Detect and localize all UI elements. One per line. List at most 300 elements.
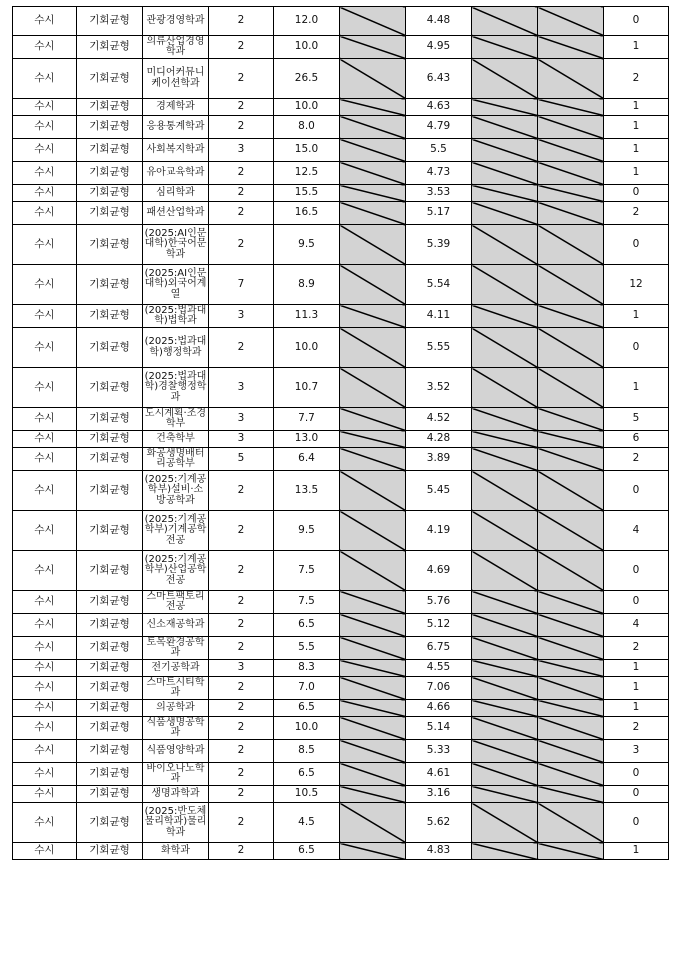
cell-reserve: 6 bbox=[604, 431, 669, 448]
cell-competition-rate: 7.0 bbox=[274, 677, 340, 700]
cell-track: 기회균형 bbox=[77, 700, 143, 717]
cell-hatched bbox=[472, 59, 538, 99]
cell-grade: 4.79 bbox=[406, 116, 472, 139]
cell-major: 스마트팩토리전공 bbox=[143, 591, 209, 614]
table-row bbox=[13, 700, 669, 717]
cell-type: 수시 bbox=[13, 551, 77, 591]
cell-reserve: 1 bbox=[604, 843, 669, 860]
cell-hatched bbox=[472, 36, 538, 59]
cell-quota: 2 bbox=[209, 843, 274, 860]
cell-reserve: 12 bbox=[604, 265, 669, 305]
cell-competition-rate: 10.5 bbox=[274, 786, 340, 803]
table-row bbox=[13, 843, 669, 860]
cell-major: 신소재공학과 bbox=[143, 614, 209, 637]
cell-hatched bbox=[340, 740, 406, 763]
cell-type: 수시 bbox=[13, 660, 77, 677]
cell-type: 수시 bbox=[13, 511, 77, 551]
cell-hatched bbox=[472, 139, 538, 162]
cell-grade: 4.61 bbox=[406, 763, 472, 786]
cell-major: (2025:법과대학)행정학과 bbox=[143, 328, 209, 368]
cell-grade: 5.55 bbox=[406, 328, 472, 368]
cell-major: 경제학과 bbox=[143, 99, 209, 116]
cell-quota: 2 bbox=[209, 471, 274, 511]
cell-major: 미디어커뮤니케이션학과 bbox=[143, 59, 209, 99]
cell-track: 기회균형 bbox=[77, 511, 143, 551]
cell-hatched bbox=[472, 116, 538, 139]
cell-reserve: 5 bbox=[604, 408, 669, 431]
cell-hatched bbox=[538, 677, 604, 700]
cell-reserve: 2 bbox=[604, 448, 669, 471]
cell-competition-rate: 26.5 bbox=[274, 59, 340, 99]
cell-competition-rate: 4.5 bbox=[274, 803, 340, 843]
cell-competition-rate: 12.0 bbox=[274, 7, 340, 36]
cell-type: 수시 bbox=[13, 225, 77, 265]
cell-type: 수시 bbox=[13, 591, 77, 614]
cell-hatched bbox=[538, 99, 604, 116]
cell-reserve: 0 bbox=[604, 803, 669, 843]
cell-competition-rate: 10.0 bbox=[274, 99, 340, 116]
cell-hatched bbox=[472, 431, 538, 448]
cell-major: 식품영양학과 bbox=[143, 740, 209, 763]
cell-track: 기회균형 bbox=[77, 471, 143, 511]
table-row bbox=[13, 763, 669, 786]
cell-major: (2025:AI인문대학)한국어문학과 bbox=[143, 225, 209, 265]
cell-type: 수시 bbox=[13, 803, 77, 843]
cell-major: 의공학과 bbox=[143, 700, 209, 717]
cell-competition-rate: 13.5 bbox=[274, 471, 340, 511]
cell-hatched bbox=[340, 368, 406, 408]
cell-hatched bbox=[472, 202, 538, 225]
cell-major: (2025:법과대학)법학과 bbox=[143, 305, 209, 328]
table-row bbox=[13, 803, 669, 843]
cell-type: 수시 bbox=[13, 740, 77, 763]
cell-quota: 3 bbox=[209, 305, 274, 328]
cell-hatched bbox=[340, 637, 406, 660]
cell-grade: 4.28 bbox=[406, 431, 472, 448]
cell-hatched bbox=[472, 185, 538, 202]
cell-hatched bbox=[472, 7, 538, 36]
table-row bbox=[13, 717, 669, 740]
cell-quota: 2 bbox=[209, 740, 274, 763]
cell-track: 기회균형 bbox=[77, 660, 143, 677]
cell-competition-rate: 15.5 bbox=[274, 185, 340, 202]
cell-hatched bbox=[472, 740, 538, 763]
cell-grade: 3.52 bbox=[406, 368, 472, 408]
table-row bbox=[13, 225, 669, 265]
cell-grade: 4.52 bbox=[406, 408, 472, 431]
cell-quota: 2 bbox=[209, 59, 274, 99]
table-row bbox=[13, 786, 669, 803]
cell-competition-rate: 6.5 bbox=[274, 763, 340, 786]
cell-hatched bbox=[538, 139, 604, 162]
table-row bbox=[13, 59, 669, 99]
cell-grade: 4.95 bbox=[406, 36, 472, 59]
cell-hatched bbox=[472, 265, 538, 305]
cell-hatched bbox=[538, 717, 604, 740]
cell-quota: 2 bbox=[209, 225, 274, 265]
cell-reserve: 1 bbox=[604, 99, 669, 116]
cell-reserve: 2 bbox=[604, 59, 669, 99]
cell-hatched bbox=[472, 786, 538, 803]
cell-major: (2025:법과대학)경찰행정학과 bbox=[143, 368, 209, 408]
cell-hatched bbox=[472, 511, 538, 551]
cell-hatched bbox=[538, 36, 604, 59]
cell-track: 기회균형 bbox=[77, 786, 143, 803]
cell-hatched bbox=[340, 7, 406, 36]
cell-track: 기회균형 bbox=[77, 7, 143, 36]
cell-hatched bbox=[538, 637, 604, 660]
cell-reserve: 0 bbox=[604, 786, 669, 803]
cell-quota: 2 bbox=[209, 677, 274, 700]
cell-competition-rate: 9.5 bbox=[274, 511, 340, 551]
cell-track: 기회균형 bbox=[77, 265, 143, 305]
cell-reserve: 2 bbox=[604, 637, 669, 660]
cell-grade: 4.66 bbox=[406, 700, 472, 717]
cell-hatched bbox=[538, 7, 604, 36]
cell-hatched bbox=[538, 763, 604, 786]
cell-competition-rate: 16.5 bbox=[274, 202, 340, 225]
cell-hatched bbox=[472, 803, 538, 843]
cell-reserve: 1 bbox=[604, 700, 669, 717]
cell-competition-rate: 5.5 bbox=[274, 637, 340, 660]
cell-hatched bbox=[538, 265, 604, 305]
cell-hatched bbox=[340, 591, 406, 614]
cell-quota: 3 bbox=[209, 368, 274, 408]
cell-quota: 3 bbox=[209, 408, 274, 431]
cell-competition-rate: 6.4 bbox=[274, 448, 340, 471]
cell-hatched bbox=[340, 99, 406, 116]
cell-competition-rate: 8.3 bbox=[274, 660, 340, 677]
cell-grade: 7.06 bbox=[406, 677, 472, 700]
cell-track: 기회균형 bbox=[77, 591, 143, 614]
cell-hatched bbox=[340, 660, 406, 677]
cell-reserve: 0 bbox=[604, 551, 669, 591]
cell-hatched bbox=[340, 185, 406, 202]
cell-hatched bbox=[538, 803, 604, 843]
cell-hatched bbox=[340, 265, 406, 305]
cell-grade: 5.33 bbox=[406, 740, 472, 763]
cell-grade: 5.54 bbox=[406, 265, 472, 305]
cell-reserve: 4 bbox=[604, 511, 669, 551]
cell-track: 기회균형 bbox=[77, 843, 143, 860]
cell-quota: 3 bbox=[209, 139, 274, 162]
table-row bbox=[13, 139, 669, 162]
cell-hatched bbox=[340, 162, 406, 185]
cell-quota: 2 bbox=[209, 116, 274, 139]
cell-hatched bbox=[340, 614, 406, 637]
cell-reserve: 0 bbox=[604, 7, 669, 36]
cell-competition-rate: 6.5 bbox=[274, 843, 340, 860]
table-body bbox=[13, 7, 669, 860]
cell-hatched bbox=[472, 471, 538, 511]
table-row bbox=[13, 408, 669, 431]
cell-competition-rate: 13.0 bbox=[274, 431, 340, 448]
cell-track: 기회균형 bbox=[77, 202, 143, 225]
cell-hatched bbox=[340, 328, 406, 368]
cell-hatched bbox=[340, 700, 406, 717]
cell-type: 수시 bbox=[13, 843, 77, 860]
cell-track: 기회균형 bbox=[77, 637, 143, 660]
cell-quota: 2 bbox=[209, 717, 274, 740]
cell-competition-rate: 8.0 bbox=[274, 116, 340, 139]
cell-grade: 3.89 bbox=[406, 448, 472, 471]
cell-type: 수시 bbox=[13, 36, 77, 59]
cell-major: 관광경영학과 bbox=[143, 7, 209, 36]
cell-type: 수시 bbox=[13, 408, 77, 431]
table-row bbox=[13, 471, 669, 511]
cell-hatched bbox=[538, 843, 604, 860]
table-row bbox=[13, 265, 669, 305]
cell-hatched bbox=[472, 660, 538, 677]
cell-hatched bbox=[340, 471, 406, 511]
table-row bbox=[13, 116, 669, 139]
cell-track: 기회균형 bbox=[77, 368, 143, 408]
table-row bbox=[13, 305, 669, 328]
cell-major: 전기공학과 bbox=[143, 660, 209, 677]
cell-grade: 6.75 bbox=[406, 637, 472, 660]
cell-hatched bbox=[472, 591, 538, 614]
cell-type: 수시 bbox=[13, 59, 77, 99]
table-row bbox=[13, 99, 669, 116]
cell-track: 기회균형 bbox=[77, 305, 143, 328]
cell-grade: 5.45 bbox=[406, 471, 472, 511]
cell-grade: 4.69 bbox=[406, 551, 472, 591]
cell-track: 기회균형 bbox=[77, 162, 143, 185]
cell-major: (2025:AI인문대학)외국어계열 bbox=[143, 265, 209, 305]
cell-reserve: 0 bbox=[604, 471, 669, 511]
cell-hatched bbox=[472, 99, 538, 116]
cell-hatched bbox=[340, 511, 406, 551]
cell-quota: 2 bbox=[209, 786, 274, 803]
cell-quota: 2 bbox=[209, 511, 274, 551]
cell-type: 수시 bbox=[13, 265, 77, 305]
cell-quota: 3 bbox=[209, 431, 274, 448]
cell-grade: 4.63 bbox=[406, 99, 472, 116]
cell-type: 수시 bbox=[13, 116, 77, 139]
cell-hatched bbox=[538, 511, 604, 551]
cell-competition-rate: 7.5 bbox=[274, 551, 340, 591]
cell-hatched bbox=[340, 448, 406, 471]
cell-major: 바이오나노학과 bbox=[143, 763, 209, 786]
cell-major: 화학과 bbox=[143, 843, 209, 860]
cell-competition-rate: 7.5 bbox=[274, 591, 340, 614]
cell-quota: 5 bbox=[209, 448, 274, 471]
cell-major: 토목환경공학과 bbox=[143, 637, 209, 660]
cell-hatched bbox=[340, 305, 406, 328]
cell-competition-rate: 9.5 bbox=[274, 225, 340, 265]
cell-type: 수시 bbox=[13, 471, 77, 511]
cell-hatched bbox=[472, 614, 538, 637]
cell-quota: 2 bbox=[209, 591, 274, 614]
cell-major: 사회복지학과 bbox=[143, 139, 209, 162]
cell-competition-rate: 6.5 bbox=[274, 700, 340, 717]
table-row bbox=[13, 677, 669, 700]
cell-track: 기회균형 bbox=[77, 116, 143, 139]
cell-major: 건축학부 bbox=[143, 431, 209, 448]
cell-major: (2025:기계공학부)기계공학전공 bbox=[143, 511, 209, 551]
cell-track: 기회균형 bbox=[77, 677, 143, 700]
cell-hatched bbox=[472, 843, 538, 860]
cell-type: 수시 bbox=[13, 614, 77, 637]
table-row bbox=[13, 368, 669, 408]
cell-grade: 5.17 bbox=[406, 202, 472, 225]
cell-hatched bbox=[538, 162, 604, 185]
cell-reserve: 1 bbox=[604, 139, 669, 162]
admissions-table bbox=[12, 6, 669, 860]
cell-quota: 2 bbox=[209, 328, 274, 368]
cell-track: 기회균형 bbox=[77, 99, 143, 116]
table-row bbox=[13, 660, 669, 677]
cell-hatched bbox=[538, 551, 604, 591]
table-row bbox=[13, 162, 669, 185]
cell-type: 수시 bbox=[13, 139, 77, 162]
cell-hatched bbox=[538, 431, 604, 448]
cell-hatched bbox=[538, 660, 604, 677]
cell-type: 수시 bbox=[13, 328, 77, 368]
cell-hatched bbox=[538, 368, 604, 408]
cell-quota: 2 bbox=[209, 185, 274, 202]
cell-major: 응용통계학과 bbox=[143, 116, 209, 139]
cell-type: 수시 bbox=[13, 202, 77, 225]
cell-hatched bbox=[472, 637, 538, 660]
cell-reserve: 1 bbox=[604, 368, 669, 408]
cell-grade: 4.48 bbox=[406, 7, 472, 36]
table-row bbox=[13, 740, 669, 763]
cell-grade: 5.62 bbox=[406, 803, 472, 843]
cell-hatched bbox=[340, 551, 406, 591]
cell-major: (2025:기계공학부)설비·소방공학과 bbox=[143, 471, 209, 511]
cell-competition-rate: 15.0 bbox=[274, 139, 340, 162]
cell-hatched bbox=[538, 185, 604, 202]
cell-reserve: 2 bbox=[604, 202, 669, 225]
cell-quota: 2 bbox=[209, 700, 274, 717]
cell-hatched bbox=[340, 843, 406, 860]
cell-grade: 3.53 bbox=[406, 185, 472, 202]
cell-track: 기회균형 bbox=[77, 551, 143, 591]
cell-competition-rate: 10.0 bbox=[274, 717, 340, 740]
cell-competition-rate: 10.0 bbox=[274, 36, 340, 59]
cell-major: 패션산업학과 bbox=[143, 202, 209, 225]
cell-hatched bbox=[472, 328, 538, 368]
cell-type: 수시 bbox=[13, 637, 77, 660]
table-row bbox=[13, 614, 669, 637]
cell-hatched bbox=[538, 202, 604, 225]
cell-grade: 5.5 bbox=[406, 139, 472, 162]
cell-hatched bbox=[340, 139, 406, 162]
cell-type: 수시 bbox=[13, 786, 77, 803]
cell-type: 수시 bbox=[13, 700, 77, 717]
cell-reserve: 0 bbox=[604, 185, 669, 202]
cell-major: (2025:기계공학부)산업공학전공 bbox=[143, 551, 209, 591]
table-row bbox=[13, 551, 669, 591]
cell-grade: 4.83 bbox=[406, 843, 472, 860]
cell-grade: 6.43 bbox=[406, 59, 472, 99]
cell-grade: 4.11 bbox=[406, 305, 472, 328]
cell-track: 기회균형 bbox=[77, 328, 143, 368]
cell-competition-rate: 11.3 bbox=[274, 305, 340, 328]
cell-quota: 2 bbox=[209, 614, 274, 637]
table-row bbox=[13, 448, 669, 471]
cell-competition-rate: 12.5 bbox=[274, 162, 340, 185]
cell-competition-rate: 10.0 bbox=[274, 328, 340, 368]
cell-hatched bbox=[340, 717, 406, 740]
cell-track: 기회균형 bbox=[77, 740, 143, 763]
cell-hatched bbox=[538, 614, 604, 637]
cell-grade: 5.39 bbox=[406, 225, 472, 265]
cell-hatched bbox=[340, 202, 406, 225]
cell-quota: 2 bbox=[209, 7, 274, 36]
cell-grade: 5.76 bbox=[406, 591, 472, 614]
cell-track: 기회균형 bbox=[77, 717, 143, 740]
table-row bbox=[13, 511, 669, 551]
cell-major: 생명과학과 bbox=[143, 786, 209, 803]
cell-hatched bbox=[538, 225, 604, 265]
cell-grade: 4.55 bbox=[406, 660, 472, 677]
cell-track: 기회균형 bbox=[77, 614, 143, 637]
cell-quota: 2 bbox=[209, 202, 274, 225]
table-row bbox=[13, 202, 669, 225]
cell-hatched bbox=[538, 591, 604, 614]
cell-hatched bbox=[538, 305, 604, 328]
cell-competition-rate: 10.7 bbox=[274, 368, 340, 408]
cell-hatched bbox=[340, 116, 406, 139]
cell-hatched bbox=[340, 408, 406, 431]
cell-type: 수시 bbox=[13, 677, 77, 700]
cell-reserve: 1 bbox=[604, 116, 669, 139]
cell-grade: 5.12 bbox=[406, 614, 472, 637]
cell-hatched bbox=[340, 803, 406, 843]
cell-hatched bbox=[538, 408, 604, 431]
cell-reserve: 4 bbox=[604, 614, 669, 637]
cell-hatched bbox=[472, 700, 538, 717]
cell-track: 기회균형 bbox=[77, 448, 143, 471]
cell-hatched bbox=[538, 448, 604, 471]
cell-track: 기회균형 bbox=[77, 225, 143, 265]
cell-type: 수시 bbox=[13, 162, 77, 185]
cell-reserve: 1 bbox=[604, 36, 669, 59]
cell-reserve: 1 bbox=[604, 660, 669, 677]
cell-reserve: 1 bbox=[604, 305, 669, 328]
table-row bbox=[13, 328, 669, 368]
cell-type: 수시 bbox=[13, 305, 77, 328]
table-row bbox=[13, 36, 669, 59]
cell-quota: 2 bbox=[209, 803, 274, 843]
cell-hatched bbox=[538, 116, 604, 139]
cell-quota: 3 bbox=[209, 660, 274, 677]
cell-track: 기회균형 bbox=[77, 408, 143, 431]
cell-reserve: 1 bbox=[604, 162, 669, 185]
cell-track: 기회균형 bbox=[77, 431, 143, 448]
cell-type: 수시 bbox=[13, 368, 77, 408]
cell-major: 의류산업경영학과 bbox=[143, 36, 209, 59]
cell-type: 수시 bbox=[13, 185, 77, 202]
cell-type: 수시 bbox=[13, 431, 77, 448]
cell-type: 수시 bbox=[13, 717, 77, 740]
cell-hatched bbox=[472, 448, 538, 471]
cell-track: 기회균형 bbox=[77, 803, 143, 843]
cell-hatched bbox=[472, 551, 538, 591]
cell-hatched bbox=[538, 471, 604, 511]
cell-track: 기회균형 bbox=[77, 139, 143, 162]
cell-hatched bbox=[340, 59, 406, 99]
cell-track: 기회균형 bbox=[77, 763, 143, 786]
cell-type: 수시 bbox=[13, 763, 77, 786]
cell-reserve: 0 bbox=[604, 225, 669, 265]
cell-reserve: 1 bbox=[604, 677, 669, 700]
cell-hatched bbox=[340, 36, 406, 59]
cell-track: 기회균형 bbox=[77, 59, 143, 99]
table-row bbox=[13, 637, 669, 660]
